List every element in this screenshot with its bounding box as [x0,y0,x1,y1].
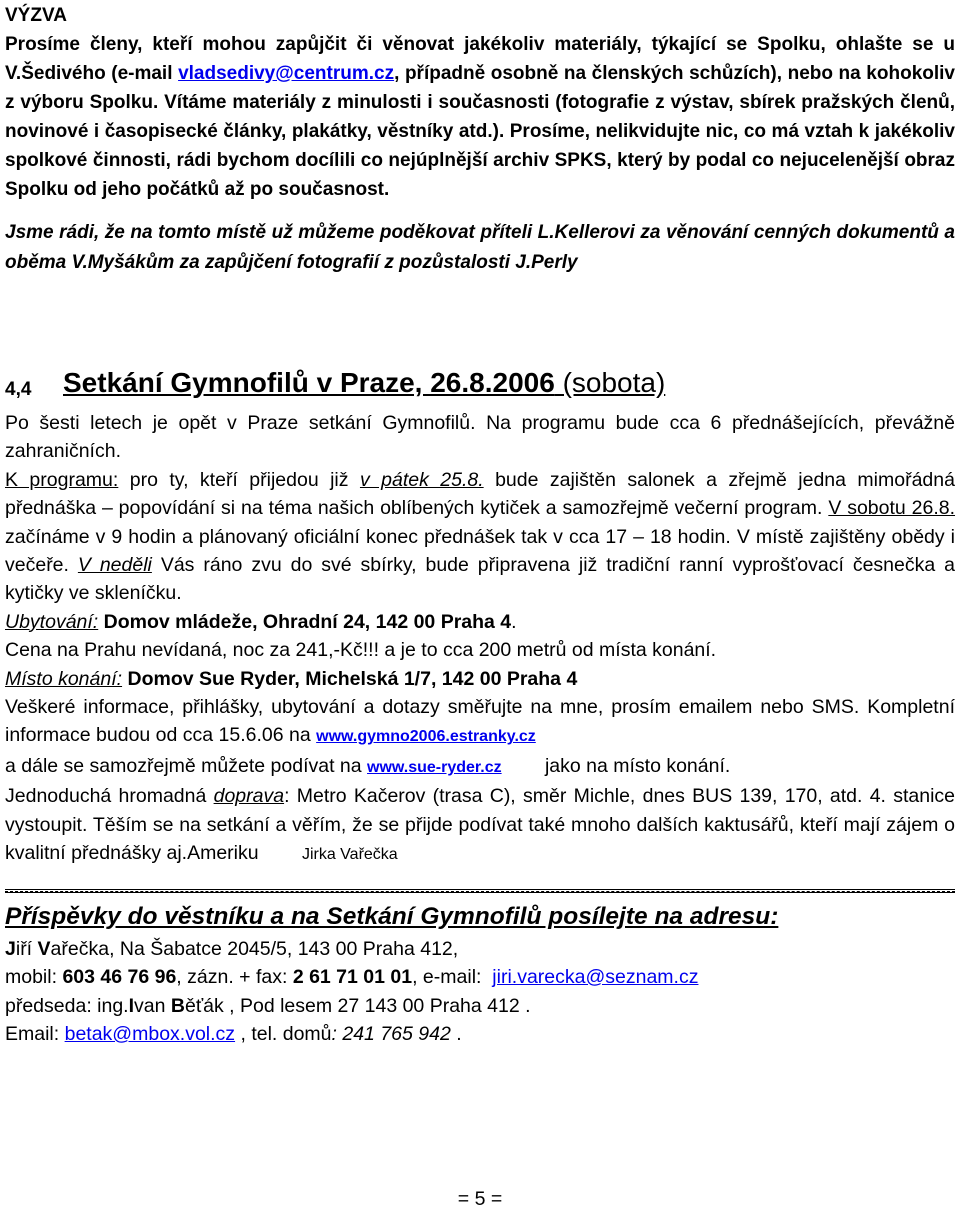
contact-line-2 [5,963,955,992]
contact-line-1 [5,935,955,964]
sunday-label: V neděli [77,554,152,577]
page-number: = 5 = [457,1188,503,1210]
program-text-d: Vás ráno zvu do své sbírky, bude připravena již tradiční ranní vyprošťovací česnečka a kytičky ve skleníčku. [5,554,955,605]
venue-label: Místo konání: [5,667,123,690]
email-link-betak[interactable]: betak@mbox.vol.cz [64,1023,236,1045]
info-paragraph [5,693,955,782]
lodging-value: Domov mládeže, Ohradní 24, 142 00 Praha 4 [98,610,512,633]
contacts-title: Příspěvky do věstníku a na Setkání Gymnofilů posílejte na adresu: [5,902,779,930]
transport-word: doprava [213,785,285,808]
email-label-2: Email: [5,1023,65,1045]
program-text-a: pro ty, kteří přijedou již [118,468,360,491]
chairman-initial-b: B [170,994,185,1017]
chairman-initial-i: I [128,994,135,1017]
program-text-b: bude zajištěn salonek a zřejmě jedna mimořádná přednáška – popovídání si na téma našich oblíbených kytiček a samozřejmě večerní program. [5,468,955,520]
friday-date: v pátek 25.8. [359,468,484,491]
fax-number: 2 61 71 01 01 [292,966,413,988]
saturday-date: V sobotu 26.8. [828,497,956,520]
thanks-paragraph: Jsme rádi, že na tomto místě už můžeme poděkovat příteli L.Kellerovi za věnování cenných dokumentů a oběma V.Myšákům za zapůjčení fotografií z pozůstalosti J.Perly [5,222,955,273]
transport-paragraph [5,782,955,869]
contact-initial-v: V [37,937,51,960]
appeal-text: Prosíme členy, kteří mohou zapůjčit či věnovat jakékoliv materiály, týkající se Spolku, ohlašte se u V.Šedivého (e-mail [5,34,955,84]
venue-line [5,665,955,693]
signature: Jirka Vařečka [301,846,398,864]
program-label: K programu: [5,468,119,491]
contacts-block [5,935,955,1049]
lodging-end: . [511,610,517,633]
transport-text-a: Jednoduchá hromadná [5,785,214,808]
section-heading [5,365,955,409]
contact-initial-j: J [5,937,16,960]
meeting-body [5,409,955,870]
info-text-a: Veškeré informace, přihlášky, ubytování a dotazy směřujte na mne, prosím emailem nebo SMS. Kompletní informace budou od cca 15.6.06 na [5,696,955,747]
email-link-sedivy[interactable]: vladsedivy@centrum.cz [178,63,395,84]
email-link-varecka[interactable]: jiri.varecka@seznam.cz [492,966,699,988]
appeal-text-cont: , případně osobně na členských schůzích), nebo na kohokoliv z výboru Spolku. Vítáme materiály z minulosti i současnosti (fotografie z výstav, sbírek pražských členů, novinové i časopisecké články, plakátky, věstníky atd.). Prosíme, nelikvidujte nic, co má vztah k jakékoliv spolkové činnosti, rádi bychom docílili co nejúplnější archiv SPKS, který by podal co nejucelenější obraz Spolku od jeho počátků až po současnost. [5,63,955,200]
info-text-c: jako na místo konání. [501,754,731,777]
mobile-label: mobil: [5,966,63,988]
mobile-number: 603 46 76 96 [62,966,177,988]
fax-label: , zázn. + fax: [176,966,293,988]
chairman-address: ěťák , Pod lesem 27 143 00 Praha 412 . [184,994,531,1017]
meeting-program [5,466,955,608]
link-gymno2006[interactable]: www.gymno2006.estranky.cz [316,728,536,746]
lodging-line [5,608,955,636]
appeal-title: VÝZVA [5,5,67,26]
lodging-label: Ubytování: [5,610,99,633]
contact-text: iří [15,937,38,960]
email-label: , e-mail: [412,966,493,988]
transport-text-b: : Metro Kačerov (trasa C), směr Michle, dnes BUS 139, 170, atd. 4. stanice vystoupit. Těším se na setkání a věřím, že se přijde podívat také mnoho dalších kaktusářů, kteří mají zájem o kvalitní přednášky aj.Ameriku [5,785,956,865]
chairman-label: předseda: ing. [5,994,129,1017]
appeal-paragraph [5,30,955,204]
section-title [63,367,665,399]
info-text-b: a dále se samozřejmě můžete podívat na [5,754,368,777]
meeting-intro: Po šesti letech je opět v Praze setkání Gymnofilů. Na programu bude cca 6 přednášejících, převážně zahraničních. [5,412,955,463]
link-sue-ryder[interactable]: www.sue-ryder.cz [367,758,502,776]
contact-line-4 [5,1020,955,1049]
venue-value: Domov Sue Ryder, Michelská 1/7, 142 00 Praha 4 [122,667,578,690]
divider-line [5,889,955,893]
document-page [5,2,955,1049]
phone-number: : 241 765 942 [331,1023,451,1045]
phone-end: . [450,1023,462,1045]
phone-label: , tel. domů [235,1023,332,1045]
section-title-rest: (sobota) [554,367,666,398]
contact-line-3 [5,992,955,1021]
section-title-bold: Setkání Gymnofilů v Praze, 26.8.2006 [63,367,555,398]
chairman-text: van [134,994,171,1017]
section-number: 4,4 [5,379,32,400]
price-line: Cena na Prahu nevídaná, noc za 241,-Kč!!! a je to cca 200 metrů od místa konání. [5,639,717,662]
program-text-c: začínáme v 9 hodin a plánovaný oficiální konec přednášek tak v cca 17 – 18 hodin. V místě zajištěny obědy i večeře. [5,525,955,577]
contact-address: ařečka, Na Šabatce 2045/5, 143 00 Praha 412, [50,937,459,960]
